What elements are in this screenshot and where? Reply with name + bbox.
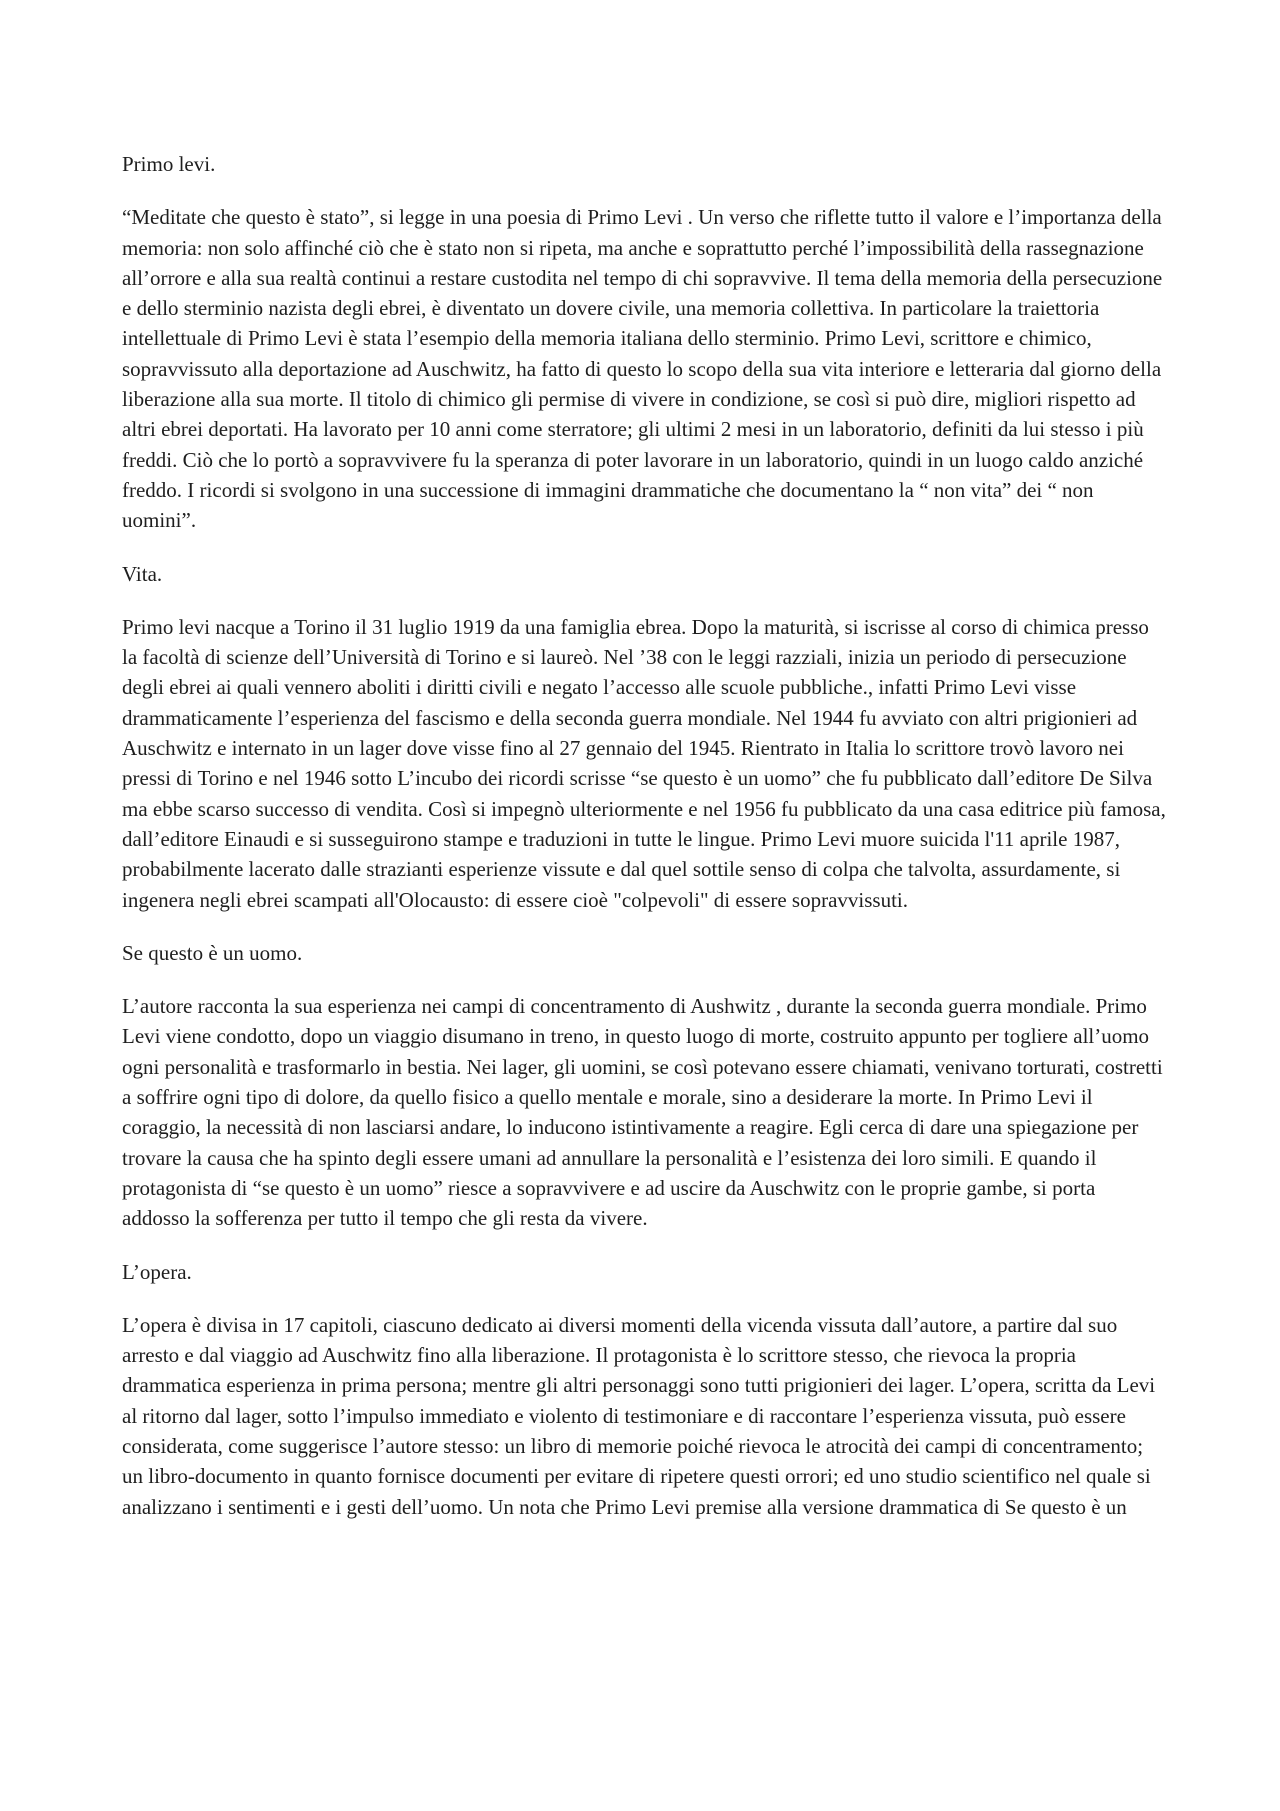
document-body bbox=[122, 149, 1167, 1522]
section-heading-se-questo-e-un-uomo: Se questo è un uomo. bbox=[122, 940, 303, 965]
paragraph-se-questo-e-un-uomo: L’autore racconta la sua esperienza nei campi di concentramento di Aushwitz , durante la seconda guerra mondiale. Primo Levi viene condotto, dopo un viaggio disumano in treno, in questo luogo di morte, costruito appunto per togliere all’uomo ogni personalità e trasformarlo in bestia. Nei lager, gli uomini, se così potevano essere chiamati, venivano torturati, costretti a soffrire ogni tipo di dolore, da quello fisico a quello mentale e morale, sino a desiderare la morte. In Primo Levi il coraggio, la necessità di non lasciarsi andare, lo inducono istintivamente a reagire. Egli cerca di dare una spiegazione per trovare la causa che ha spinto degli essere umani ad annullare la personalità e l’esistenza dei loro simili. E quando il protagonista di “se questo è un uomo” riesce a sopravvivere e ad uscire da Auschwitz con le proprie gambe, si porta addosso la sofferenza per tutto il tempo che gli resta da vivere. bbox=[122, 994, 1163, 1231]
section-heading-primo-levi: Primo levi. bbox=[122, 152, 216, 176]
section-heading-vita: Vita. bbox=[122, 561, 163, 586]
paragraph-l-opera: L’opera è divisa in 17 capitoli, ciascuno dedicato ai diversi momenti della vicenda vissuta dall’autore, a partire dal suo arresto e dal viaggio ad Auschwitz fino alla liberazione. Il protagonista è lo scrittore stesso, che rievoca la propria drammatica esperienza in prima persona; mentre gli altri personaggi sono tutti prigionieri dei lager. L’opera, scritta da Levi al ritorno dal lager, sotto l’impulso immediato e violento di testimoniare e di raccontare l’esperienza vissuta, può essere considerata, come suggerisce l’autore stesso: un libro di memorie poiché rievoca le atrocità dei campi di concentramento; un libro-documento in quanto fornisce documenti per evitare di ripetere questi orrori; ed uno studio scientifico nel quale si analizzano i sentimenti e i gesti dell’uomo. Un nota che Primo Levi premise alla versione drammatica di Se questo è un bbox=[122, 1312, 1156, 1519]
section-heading-l-opera: L’opera. bbox=[122, 1259, 192, 1284]
paragraph-vita: Primo levi nacque a Torino il 31 luglio 1919 da una famiglia ebrea. Dopo la maturità, si iscrisse al corso di chimica presso la facoltà di scienze dell’Università di Torino e si laureò. Nel ’38 con le leggi razziali, inizia un periodo di persecuzione degli ebrei ai quali vennero aboliti i diritti civili e negato l’accesso alle scuole pubbliche., infatti Primo Levi visse drammaticamente l’esperienza del fascismo e della seconda guerra mondiale. Nel 1944 fu avviato con altri prigionieri ad Auschwitz e internato in un lager dove visse fino al 27 gennaio del 1945. Rientrato in Italia lo scrittore trovò lavoro nei pressi di Torino e nel 1946 sotto L’incubo dei ricordi scrisse “se questo è un uomo” che fu pubblicato dall’editore De Silva ma ebbe scarso successo di vendita. Così si impegnò ulteriormente e nel 1956 fu pubblicato da una casa editrice più famosa, dall’editore Einaudi e si susseguirono stampe e traduzioni in tutte le lingue. Primo Levi muore suicida l'11 aprile 1987, probabilmente lacerato dalle strazianti esperienze vissute e dal quel sottile senso di colpa che talvolta, assurdamente, si ingenera negli ebrei scampati all'Olocausto: di essere cioè "colpevoli" di essere sopravvissuti. bbox=[122, 614, 1166, 912]
paragraph-introduction: “Meditate che questo è stato”, si legge in una poesia di Primo Levi . Un verso che riflette tutto il valore e l’importanza della memoria: non solo affinché ciò che è stato non si ripeta, ma anche e soprattutto perché l’impossibilità della rassegnazione all’orrore e alla sua realtà continui a restare custodita nel tempo di chi sopravvive. Il tema della memoria della persecuzione e dello sterminio nazista degli ebrei, è diventato un dovere civile, una memoria collettiva. In particolare la traiettoria intellettuale di Primo Levi è stata l’esempio della memoria italiana dello sterminio. Primo Levi, scrittore e chimico, sopravvissuto alla deportazione ad Auschwitz, ha fatto di questo lo scopo della sua vita interiore e letteraria dal giorno della liberazione alla sua morte. Il titolo di chimico gli permise di vivere in condizione, se così si può dire, migliori rispetto ad altri ebrei deportati. Ha lavorato per 10 anni come sterratore; gli ultimi 2 mesi in un laboratorio, definiti da lui stesso i più freddi. Ciò che lo portò a sopravvivere fu la speranza di poter lavorare in un laboratorio, quindi in un luogo caldo anziché freddo. I ricordi si svolgono in una successione di immagini drammatiche che documentano la “ non vita” dei “ non uomini”. bbox=[122, 205, 1163, 533]
